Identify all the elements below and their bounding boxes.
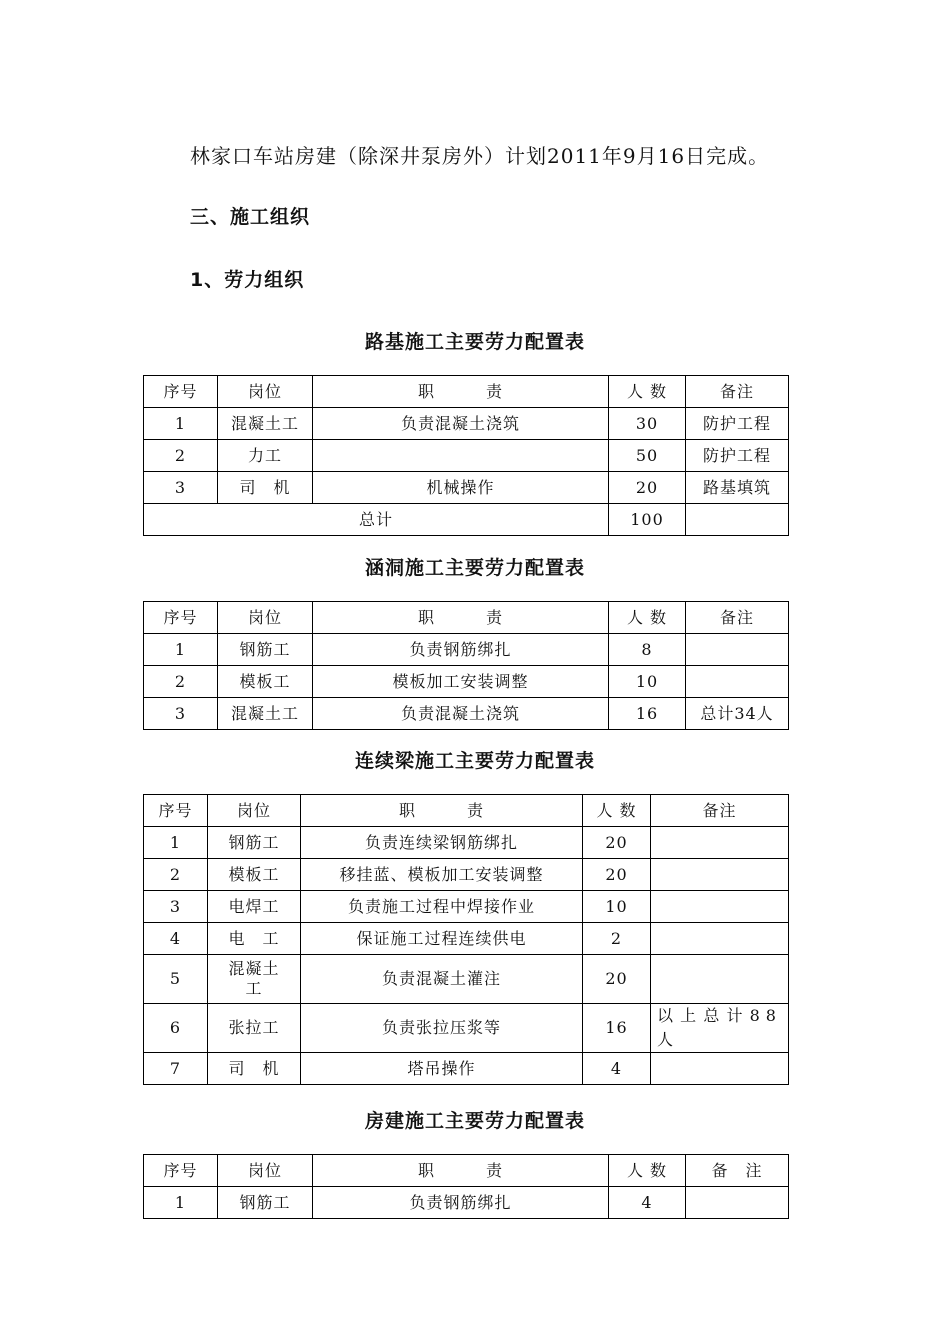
cell-note: 路基填筑: [686, 472, 789, 504]
header-cell: 人 数: [609, 1155, 686, 1187]
cell-post: 电 工: [208, 923, 301, 955]
header-cell: 岗位: [218, 376, 313, 408]
cell-post: 模板工: [218, 666, 313, 698]
header-cell: 备注: [686, 376, 789, 408]
cell-no: 7: [144, 1053, 208, 1085]
cell-no: 2: [144, 666, 218, 698]
table-row: [144, 440, 789, 472]
cell-count: 2: [583, 923, 651, 955]
header-cell: 职 责: [313, 602, 609, 634]
table-row: [144, 859, 789, 891]
table-row: [144, 634, 789, 666]
header-cell: 岗位: [218, 602, 313, 634]
cell-post: 模板工: [208, 859, 301, 891]
cell-count: 4: [609, 1187, 686, 1219]
cell-note: [686, 1187, 789, 1219]
cell-no: 1: [144, 1187, 218, 1219]
cell-note: 总计34人: [686, 698, 789, 730]
cell-no: 1: [144, 634, 218, 666]
building-table-title: 房建施工主要劳力配置表: [364, 1110, 585, 1132]
cell-note: [651, 923, 789, 955]
table-header-row: [144, 602, 789, 634]
cell-count: 16: [609, 698, 686, 730]
beam-labor-table: [143, 794, 789, 1085]
cell-note: [651, 859, 789, 891]
cell-post: 钢筋工: [218, 1187, 313, 1219]
total-value: 100: [609, 504, 686, 536]
table-header-row: [144, 795, 789, 827]
cell-duty: 负责混凝土灌注: [301, 955, 583, 1004]
cell-duty: [313, 440, 609, 472]
cell-no: 5: [144, 955, 208, 1004]
cell-count: 20: [583, 827, 651, 859]
cell-post: 电焊工: [208, 891, 301, 923]
intro-paragraph: 林家口车站房建（除深井泵房外）计划2011年9月16日完成。: [190, 144, 770, 168]
cell-count: 20: [583, 859, 651, 891]
cell-duty: 机械操作: [313, 472, 609, 504]
cell-no: 1: [144, 827, 208, 859]
cell-duty: 塔吊操作: [301, 1053, 583, 1085]
header-cell: 岗位: [218, 1155, 313, 1187]
cell-count: 8: [609, 634, 686, 666]
table-row: [144, 955, 789, 1004]
cell-duty: 负责混凝土浇筑: [313, 408, 609, 440]
cell-post: 混凝土工: [218, 408, 313, 440]
header-cell: 序号: [144, 1155, 218, 1187]
cell-post: 司 机: [208, 1053, 301, 1085]
table-row: [144, 698, 789, 730]
table-header-row: [144, 1155, 789, 1187]
header-cell: 职 责: [313, 1155, 609, 1187]
cell-no: 3: [144, 698, 218, 730]
header-cell: 序号: [144, 602, 218, 634]
cell-no: 4: [144, 923, 208, 955]
cell-count: 10: [609, 666, 686, 698]
cell-count: 30: [609, 408, 686, 440]
header-cell: 人 数: [583, 795, 651, 827]
cell-no: 2: [144, 440, 218, 472]
header-cell: 人 数: [609, 376, 686, 408]
cell-no: 1: [144, 408, 218, 440]
cell-post: 混凝土工: [218, 698, 313, 730]
header-cell: 人 数: [609, 602, 686, 634]
cell-note: [686, 504, 789, 536]
cell-count: 20: [609, 472, 686, 504]
cell-duty: 负责施工过程中焊接作业: [301, 891, 583, 923]
cell-post: 司 机: [218, 472, 313, 504]
cell-duty: 负责连续梁钢筋绑扎: [301, 827, 583, 859]
table-total-row: [144, 504, 789, 536]
table-header-row: [144, 376, 789, 408]
cell-post: 混凝土工: [208, 955, 301, 1004]
roadbed-labor-table: [143, 375, 789, 536]
cell-count: 10: [583, 891, 651, 923]
table-row: [144, 827, 789, 859]
cell-count: 50: [609, 440, 686, 472]
cell-count: 4: [583, 1053, 651, 1085]
header-cell: 职 责: [301, 795, 583, 827]
cell-count: 16: [583, 1004, 651, 1053]
cell-duty: 负责混凝土浇筑: [313, 698, 609, 730]
table-row: [144, 1187, 789, 1219]
cell-note: 防护工程: [686, 408, 789, 440]
total-label: 总计: [144, 504, 609, 536]
culvert-labor-table: [143, 601, 789, 730]
cell-note: [686, 634, 789, 666]
cell-duty: 负责钢筋绑扎: [313, 1187, 609, 1219]
cell-duty: 移挂蓝、模板加工安装调整: [301, 859, 583, 891]
table-row: [144, 472, 789, 504]
cell-duty: 保证施工过程连续供电: [301, 923, 583, 955]
cell-no: 6: [144, 1004, 208, 1053]
subsection-heading: 1、劳力组织: [190, 269, 305, 291]
header-cell: 岗位: [208, 795, 301, 827]
cell-post: 钢筋工: [218, 634, 313, 666]
cell-note: 防护工程: [686, 440, 789, 472]
header-cell: 序号: [144, 795, 208, 827]
table-row: [144, 1053, 789, 1085]
cell-post: 张拉工: [208, 1004, 301, 1053]
header-cell: 备注: [651, 795, 789, 827]
building-labor-table: [143, 1154, 789, 1219]
header-cell: 备注: [686, 602, 789, 634]
roadbed-table-title: 路基施工主要劳力配置表: [364, 331, 585, 353]
section-heading: 三、施工组织: [190, 206, 311, 228]
header-cell: 序号: [144, 376, 218, 408]
cell-count: 20: [583, 955, 651, 1004]
culvert-table-title: 涵洞施工主要劳力配置表: [364, 557, 585, 579]
table-row: [144, 666, 789, 698]
cell-note: [651, 891, 789, 923]
header-cell: 备 注: [686, 1155, 789, 1187]
table-row: [144, 408, 789, 440]
cell-post: 钢筋工: [208, 827, 301, 859]
cell-no: 2: [144, 859, 208, 891]
beam-table-title: 连续梁施工主要劳力配置表: [354, 750, 595, 772]
cell-post: 力工: [218, 440, 313, 472]
table-row: [144, 923, 789, 955]
cell-note: [651, 827, 789, 859]
table-row: [144, 1004, 789, 1053]
cell-no: 3: [144, 891, 208, 923]
table-row: [144, 891, 789, 923]
cell-duty: 负责钢筋绑扎: [313, 634, 609, 666]
cell-note: [651, 955, 789, 1004]
cell-note: 以上总计88人: [651, 1004, 789, 1053]
header-cell: 职 责: [313, 376, 609, 408]
cell-no: 3: [144, 472, 218, 504]
cell-note: [686, 666, 789, 698]
cell-duty: 负责张拉压浆等: [301, 1004, 583, 1053]
cell-note: [651, 1053, 789, 1085]
cell-duty: 模板加工安装调整: [313, 666, 609, 698]
